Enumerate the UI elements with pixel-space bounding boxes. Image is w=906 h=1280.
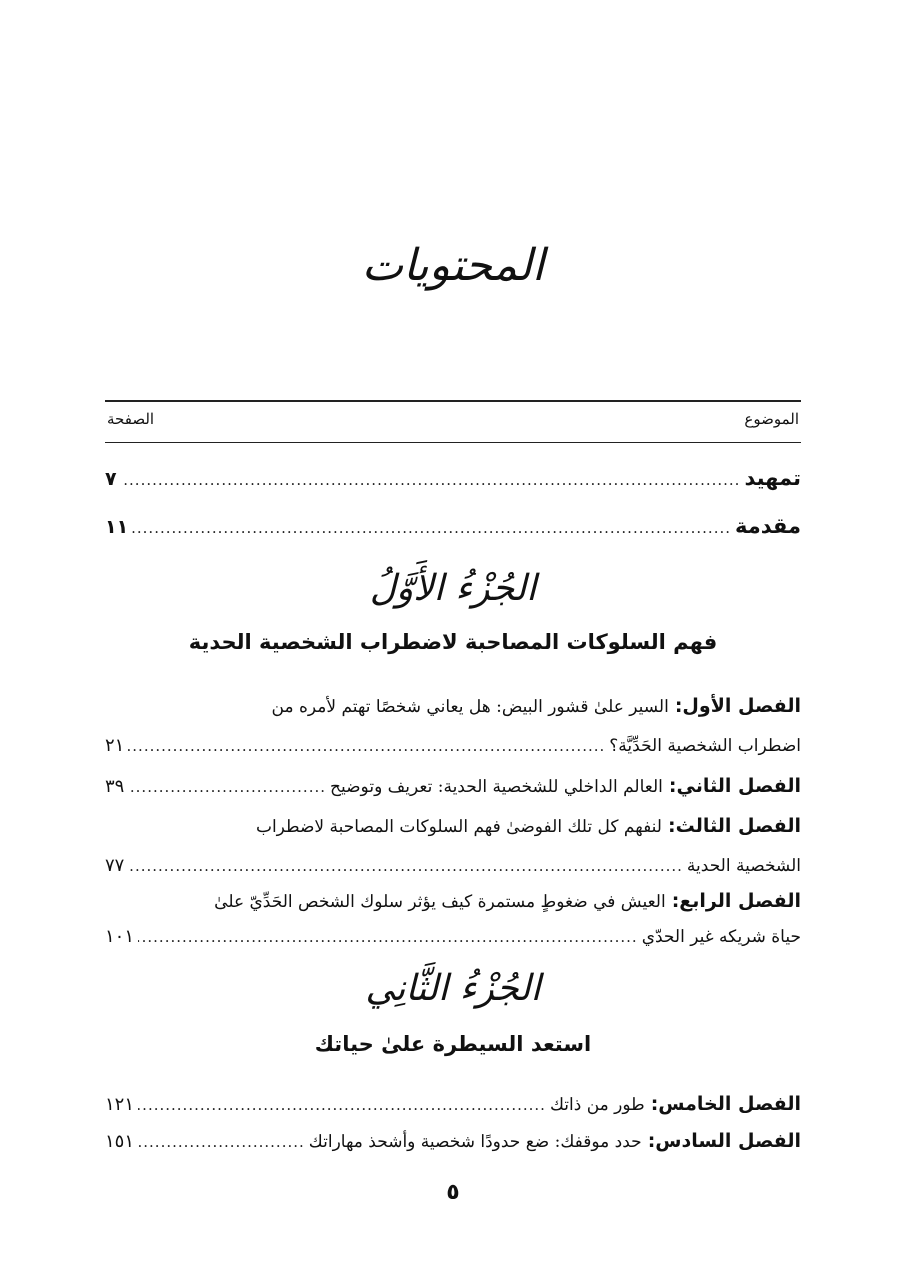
part2-title: الجُزْءُ الثَّانِي [365, 968, 541, 1009]
chapter-label: الفصل الخامس: [650, 1093, 801, 1115]
leader-dots [121, 471, 741, 489]
toc-entry-introduction[interactable] [105, 514, 801, 538]
chapter-title-line2: الشخصية الحدية [686, 856, 801, 876]
part1-subtitle: فهم السلوكات المصاحبة لاضطراب الشخصية الحدية [188, 630, 718, 654]
leader-dots [128, 857, 683, 875]
toc-entry-preface[interactable] [105, 466, 801, 490]
toc-entry-chapter-1-cont[interactable] [105, 735, 801, 756]
header-page: الصفحة [107, 410, 155, 428]
chapter-label: الفصل الثاني: [668, 775, 801, 797]
entry-page: ١٢١ [105, 1094, 135, 1115]
chapter-title-line1: العالم الداخلي للشخصية الحدية: تعريف وتوضيح [330, 777, 663, 797]
entry-label: تمهيد [744, 466, 801, 490]
leader-dots [138, 1133, 305, 1151]
chapter-label: الفصل الثالث: [668, 815, 801, 837]
chapter-title-line1: السير علىٰ قشور البيض: هل يعاني شخصًا تهتم لأمره من [271, 697, 669, 717]
entry-page: ١٠١ [105, 926, 135, 947]
toc-entry-chapter-3-cont[interactable] [105, 855, 801, 876]
chapter-title-line1: العيش في ضغوطٍ مستمرة كيف يؤثر سلوك الشخص الحَدِّيّ علىٰ [214, 892, 666, 912]
toc-entry-chapter-4[interactable] [105, 890, 801, 912]
leader-dots [128, 778, 326, 796]
entry-page: ٢١ [105, 735, 125, 756]
toc-entry-chapter-2[interactable] [105, 775, 801, 797]
leader-dots [138, 1096, 546, 1114]
toc-header [105, 400, 801, 443]
chapter-title-line2: اضطراب الشخصية الحَدِّيَّة؟ [609, 736, 801, 756]
leader-dots [132, 519, 731, 537]
toc-entry-chapter-3[interactable] [105, 815, 801, 837]
entry-page: ٣٩ [105, 776, 125, 797]
chapter-title-line1: طور من ذاتك [549, 1095, 645, 1115]
chapter-title-line1: حدد موقفك: ضع حدودًا شخصية وأشحذ مهاراتك [308, 1132, 642, 1152]
entry-page: ١١ [105, 516, 129, 538]
page-number: ٥ [446, 1180, 460, 1205]
chapter-label: الفصل الأول: [674, 695, 801, 717]
entry-page: ١٥١ [105, 1131, 135, 1152]
chapter-label: الفصل الرابع: [671, 890, 801, 912]
toc-entry-chapter-1[interactable] [105, 695, 801, 717]
entry-page: ٧٧ [105, 855, 125, 876]
entry-label: مقدمة [735, 514, 801, 538]
toc-entry-chapter-4-cont[interactable] [105, 926, 801, 947]
chapter-label: الفصل السادس: [647, 1130, 801, 1152]
page-title: المحتويات [361, 240, 545, 291]
chapter-title-line1: لنفهم كل تلك الفوضىٰ فهم السلوكات المصاحبة لاضطراب [255, 817, 662, 837]
toc-entry-chapter-6[interactable] [105, 1130, 801, 1152]
header-topic: الموضوع [744, 410, 799, 428]
chapter-title-line2: حياة شريكه غير الحدّي [641, 927, 801, 947]
entry-page: ٧ [105, 468, 117, 490]
leader-dots [138, 928, 638, 946]
leader-dots [128, 737, 605, 755]
part2-subtitle: استعد السيطرة علىٰ حياتك [314, 1032, 592, 1056]
part1-title: الجُزْءُ الأَوَّلُ [369, 568, 537, 609]
toc-entry-chapter-5[interactable] [105, 1093, 801, 1115]
